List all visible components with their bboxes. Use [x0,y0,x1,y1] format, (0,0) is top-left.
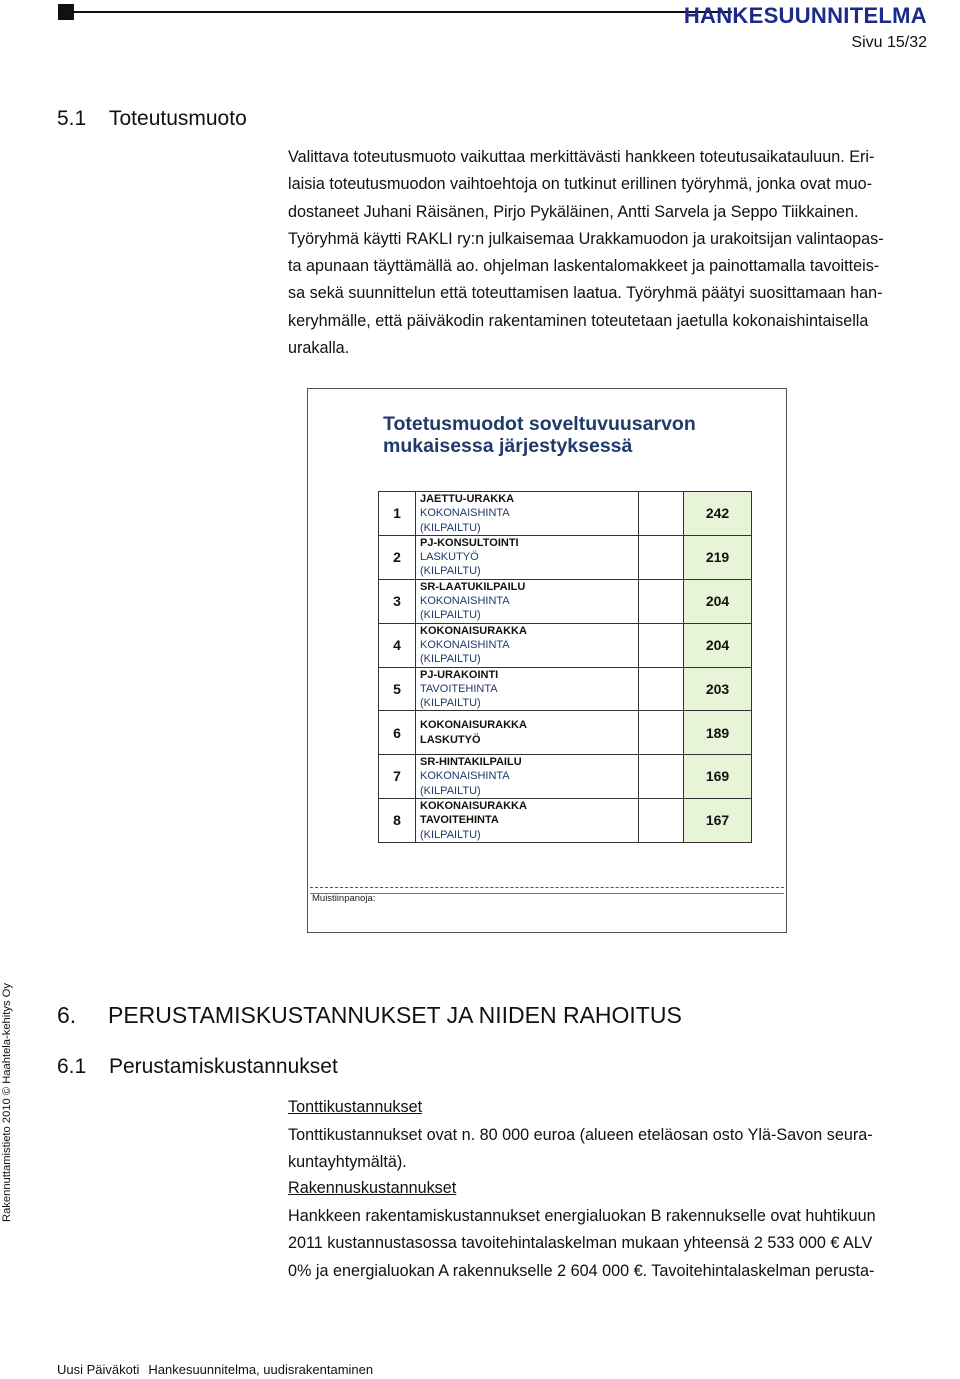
competition-note: (KILPAILTU) [420,697,481,710]
score-cell: 204 [684,623,752,667]
section-5-1-paragraph [288,144,960,362]
score-cell: 219 [684,535,752,579]
section-6-1-heading [57,1055,338,1079]
method-cell [416,667,639,711]
score-cell: 167 [684,798,752,842]
tonttikustannukset-paragraph [288,1122,960,1177]
section-number: 5.1 [57,107,87,130]
section-title: Toteutusmuoto [109,107,247,130]
text-line: laisia toteutusmuodon vaihtoehtoja on tutkinut erillinen työryhmä, jonka ovat muo- [288,175,872,194]
spacer-cell [639,711,684,755]
score-cell: 203 [684,667,752,711]
score-cell: 204 [684,579,752,623]
ranking-table [378,491,752,843]
method-cell [416,535,639,579]
notes-label: Muistiinpanoja: [312,893,376,904]
competition-note: (KILPAILTU) [420,784,481,797]
subheading-rakennuskustannukset: Rakennuskustannukset [288,1179,457,1197]
competition-note: (KILPAILTU) [420,828,481,841]
rank-cell: 8 [379,798,416,842]
spacer-cell [639,755,684,799]
text-line: Hankkeen rakentamiskustannukset energialuokan B rakennukselle ovat huhtikuun [288,1207,876,1225]
score-cell: 169 [684,755,752,799]
method-cell [416,623,639,667]
text-line: keryhmälle, että päiväkodin rakentaminen toteutetaan jaetulla kokonaishintaisella [288,311,869,330]
spacer-cell [639,535,684,579]
section-title: Perustamiskustannukset [109,1055,338,1078]
header-square [58,4,74,20]
spacer-cell [639,623,684,667]
rank-cell: 2 [379,535,416,579]
rank-cell: 1 [379,492,416,536]
method-cell [416,579,639,623]
footer-document: Hankesuunnitelma, uudisrakentaminen [148,1362,374,1377]
competition-note: (KILPAILTU) [420,565,481,578]
rank-cell: 5 [379,667,416,711]
pricing-type: KOKONAISHINTA [420,507,510,520]
ranking-row [379,667,752,711]
rank-cell: 6 [379,711,416,755]
rank-cell: 7 [379,755,416,799]
method-name: KOKONAISURAKKA [420,624,527,637]
competition-note: (KILPAILTU) [420,609,481,622]
pricing-type: LASKUTYÖ [420,551,479,564]
ranking-row [379,755,752,799]
page-number: Sivu 15/32 [851,34,927,51]
spacer-cell [639,798,684,842]
section-title: PERUSTAMISKUSTANNUKSET JA NIIDEN RAHOITUS [108,1002,682,1028]
ranking-row [379,711,752,755]
section-number: 6. [57,1002,77,1028]
text-line: sa sekä suunnittelun että toteuttamisen laatua. Työryhmä päätyi suosittamaan han- [288,284,883,303]
text-line: Työryhmä käytti RAKLI ry:n julkaisemaa Urakkamuodon ja urakoitsijan valintaopas- [288,229,884,248]
text-line: Valittava toteutusmuoto vaikuttaa merkittävästi hankkeen toteutusaikatauluun. Eri- [288,148,875,166]
rakennuskustannukset-paragraph [288,1203,960,1285]
method-name: JAETTU-URAKKA [420,493,515,505]
section-6-heading [57,1002,682,1029]
ranking-figure [307,388,787,933]
competition-note: (KILPAILTU) [420,521,481,534]
footer-project: Uusi Päiväkoti [57,1362,140,1377]
competition-note: (KILPAILTU) [420,653,481,666]
ranking-row [379,535,752,579]
spacer-cell [639,667,684,711]
header-rule [74,11,732,13]
ranking-row [379,492,752,536]
ranking-row [379,798,752,842]
text-line: kuntayhtymältä). [288,1153,407,1172]
method-name: SR-HINTAKILPAILU [420,756,522,769]
text-line: 0% ja energialuokan A rakennukselle 2 604 000 €. Tavoitehintalaskelman perusta- [288,1261,875,1280]
method-name: SR-LAATUKILPAILU [420,580,526,593]
pricing-type: KOKONAISHINTA [420,595,510,608]
text-line: Tonttikustannukset ovat n. 80 000 euroa (alueen eteläosan osto Ylä-Savon seura- [288,1126,873,1144]
spacer-cell [639,579,684,623]
text-line: 2011 kustannustasossa tavoitehintalaskelman mukaan yhteensä 2 533 000 € ALV [288,1234,873,1253]
pricing-type: TAVOITEHINTA [420,814,499,827]
method-cell [416,755,639,799]
pricing-type: KOKONAISHINTA [420,770,510,783]
document-title: HANKESUUNNITELMA [683,3,927,28]
rank-cell: 4 [379,623,416,667]
page-footer [57,1362,382,1377]
notes-divider-2 [310,893,784,894]
pricing-type: TAVOITEHINTA [420,682,498,695]
method-name: KOKONAISURAKKA [420,799,527,812]
section-5-1-heading [57,107,247,131]
pricing-type: KOKONAISHINTA [420,638,510,651]
method-cell [416,492,639,536]
text-line: dostaneet Juhani Räisänen, Pirjo Pykäläinen, Antti Sarvela ja Seppo Tiikkainen. [288,202,859,221]
text-line: urakalla. [288,339,350,358]
subheading-tonttikustannukset: Tonttikustannukset [288,1098,423,1116]
figure-title: Totetusmuodot soveltuvuusarvon mukaisessa järjestyksessä [383,413,696,457]
method-name: KOKONAISURAKKA [420,719,527,732]
text-line: ta apunaan täyttämällä ao. ohjelman laskentalomakkeet ja painottamalla tavoitteis- [288,257,880,276]
spacer-cell [639,492,684,536]
method-cell [416,711,639,755]
score-cell: 189 [684,711,752,755]
copyright-sidebar: Rakennuttamistieto 2010 © Haahtela-kehitys Oy [1,983,13,1222]
ranking-row [379,579,752,623]
pricing-type: LASKUTYÖ [420,733,481,746]
method-name: PJ-KONSULTOINTI [420,536,519,549]
method-cell [416,798,639,842]
method-name: PJ-URAKOINTI [420,668,499,681]
section-number: 6.1 [57,1055,87,1078]
notes-divider [310,887,784,888]
score-cell: 242 [684,492,752,536]
ranking-row [379,623,752,667]
rank-cell: 3 [379,579,416,623]
